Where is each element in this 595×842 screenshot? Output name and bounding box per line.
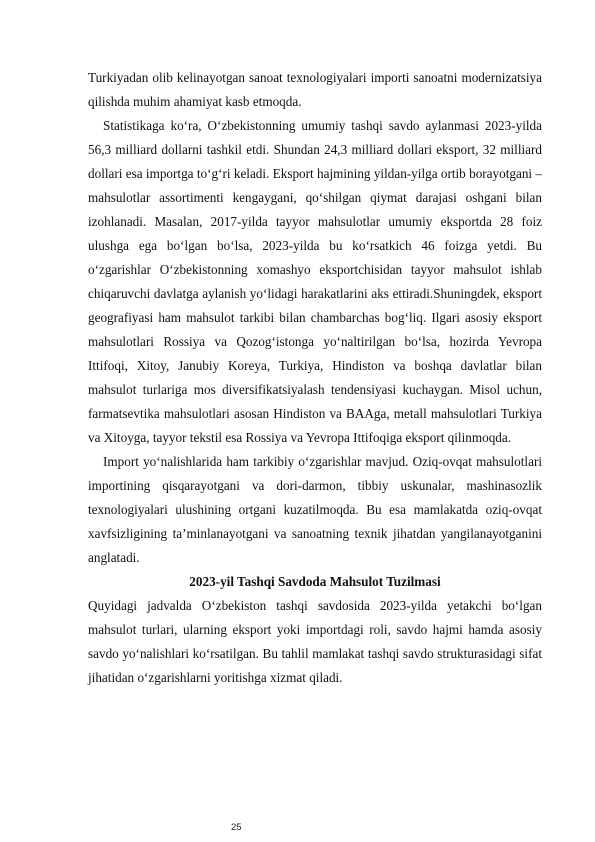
paragraph-table-intro: Quyidagi jadvalda O‘zbekiston tashqi savdosida 2023-yilda yetakchi bo‘lgan mahsulot turlari, ularning eksport yoki importdagi roli, savdo hajmi hamda asosiy savdo yo‘nalishlari ko‘rsatilgan. Bu tahlil mamlakat tashqi savdo strukturasidagi sifat jihatidan o‘zgarishlarni yoritishga xizmat qiladi. [88, 598, 542, 685]
section-heading: 2023-yil Tashqi Savdoda Mahsulot Tuzilmasi [189, 574, 441, 589]
paragraph-import-changes: Import yo‘nalishlarida ham tarkibiy o‘zgarishlar mavjud. Oziq-ovqat mahsulotlari importining qisqarayotgani va dori-darmon, tibbiy uskunalar, mashinasozlik texnologiyalari ulushining ortgani kuzatilmoqda. Bu esa mamlakatda oziq-ovqat xavfsizligining ta’minlanayotgani va sanoatning texnik jihatdan yangilanayotganini anglatadi. [88, 454, 542, 565]
document-body [88, 66, 542, 690]
page-number: 25 [231, 822, 242, 833]
paragraph-import-technologies: Turkiyadan olib kelinayotgan sanoat texnologiyalari importi sanoatni modernizatsiya qilishda muhim ahamiyat kasb etmoqda. [88, 70, 542, 109]
paragraph-trade-statistics: Statistikaga ko‘ra, O‘zbekistonning umumiy tashqi savdo aylanmasi 2023-yilda 56,3 milliard dollarni tashkil etdi. Shundan 24,3 milliard dollari eksport, 32 milliard dollari esa importga to‘g‘ri keladi. Eksport hajmining yildan-yilga ortib borayotgani – mahsulotlar assortimenti kengaygani, qo‘shilgan qiymat darajasi oshgani bilan izohlanadi. Masalan, 2017-yilda tayyor mahsulotlar umumiy eksportda 28 foiz ulushga ega bo‘lgan bo‘lsa, 2023-yilda bu ko‘rsatkich 46 foizga yetdi. Bu o‘zgarishlar O‘zbekistonning xomashyo eksportchisidan tayyor mahsulot ishlab chiqaruvchi davlatga aylanish yo‘lidagi harakatlarini aks ettiradi.Shuningdek, eksport geografiyasi ham mahsulot tarkibi bilan chambarchas bog‘liq. Ilgari asosiy eksport mahsulotlari Rossiya va Qozog‘istonga yo‘naltirilgan bo‘lsa, hozirda Yevropa Ittifoqi, Xitoy, Janubiy Koreya, Turkiya, Hindiston va boshqa davlatlar bilan mahsulot turlariga mos diversifikatsiyalash tendensiyasi kuchaygan. Misol uchun, farmatsevtika mahsulotlari asosan Hindiston va BAAga, metall mahsulotlari Turkiya va Xitoyga, tayyor tekstil esa Rossiya va Yevropa Ittifoqiga eksport qilinmoqda. [88, 118, 542, 445]
